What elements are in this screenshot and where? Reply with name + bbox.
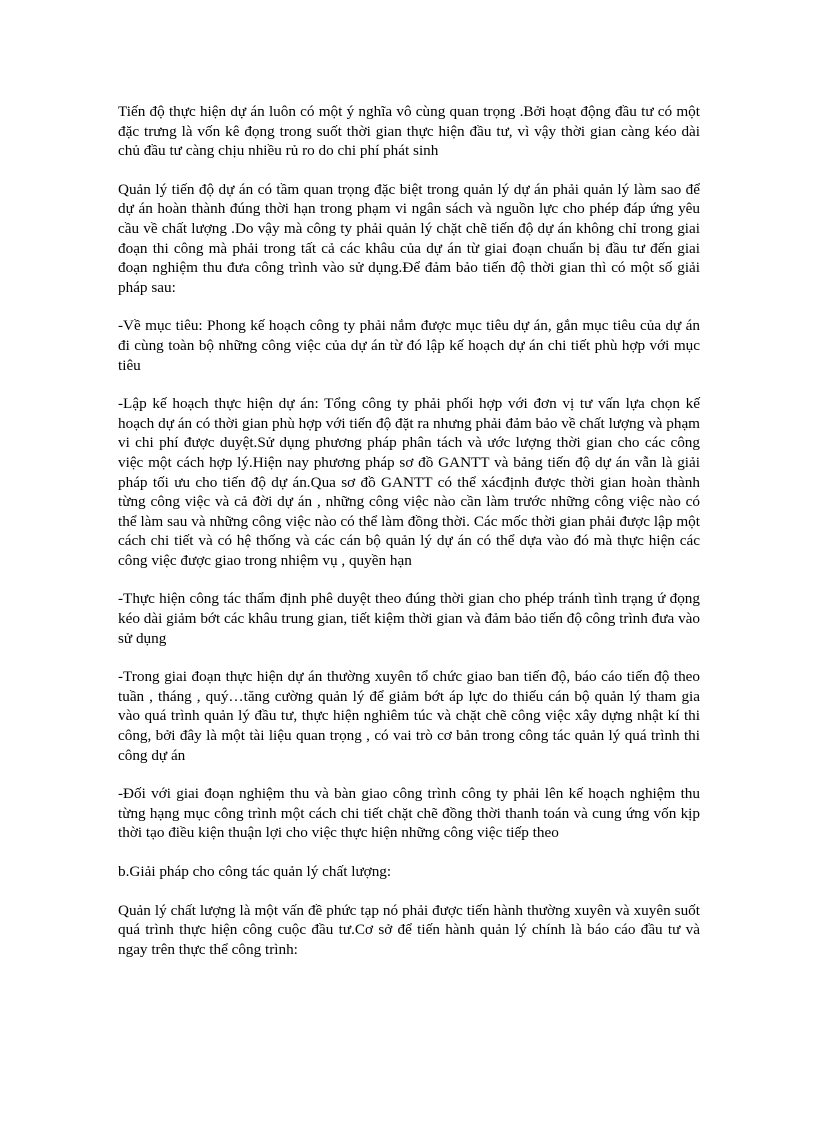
- document-body: [118, 102, 700, 978]
- paragraph-implementation: -Trong giai đoạn thực hiện dự án thường xuyên tổ chức giao ban tiến độ, báo cáo tiến độ theo tuần , tháng , quý…tăng cường quản lý để giảm bớt áp lực do thiếu cán bộ quản lý tham gia vào quá trình quản lý đầu tư, thực hiện nghiêm túc và chặt chẽ công việc xây dựng nhật kí thi công, bởi đây là một tài liệu quan trọng , có vai trò cơ bản trong công tác quản lý quá trình thi công dự án: [118, 668, 700, 764]
- paragraph-acceptance: -Đối với giai đoạn nghiệm thu và bàn giao công trình công ty phải lên kế hoạch nghiệm thu từng hạng mục công trình một cách chi tiết chặt chẽ đồng thời thanh toán và cung ứng vốn kịp thời tạo điều kiện thuận lợi cho việc thực hiện những công việc tiếp theo: [118, 785, 700, 842]
- section-heading-quality: b.Giải pháp cho công tác quản lý chất lượng:: [118, 863, 392, 880]
- paragraph-appraisal: -Thực hiện công tác thẩm định phê duyệt theo đúng thời gian cho phép tránh tình trạng ứ đọng kéo dài giảm bớt các khâu trung gian, tiết kiệm thời gian và đảm bảo tiến độ công trình đưa vào sử dụng: [118, 590, 700, 647]
- paragraph-planning: -Lập kế hoạch thực hiện dự án: Tổng công ty phải phối hợp với đơn vị tư vấn lựa chọn kế hoạch dự án có thời gian phù hợp với tiến độ đặt ra nhưng phải đảm bảo về chất lượng và phạm vi chi phí được duyệt.Sử dụng phương pháp phân tách và ước lượng thời gian cho các công việc một cách hợp lý.Hiện nay phương pháp sơ đồ GANTT và bảng tiến độ dự án vẫn là giải pháp tối ưu cho tiến độ dự án.Qua sơ đồ GANTT có thể xácđịnh được thời gian hoàn thành từng công việc và cả đời dự án , những công việc nào cần làm trước những công việc nào có thể làm sau và những công việc nào có thể làm đồng thời. Các mốc thời gian phải được lập một cách chi tiết và có hệ thống và các cán bộ quản lý dự án có thể dựa vào đó mà thực hiện các công việc được giao trong nhiệm vụ , quyền hạn: [118, 395, 700, 569]
- paragraph-quality-management: Quản lý chất lượng là một vấn đề phức tạp nó phải được tiến hành thường xuyên và xuyên suốt quá trình thực hiện công cuộc đầu tư.Cơ sở để tiến hành quản lý chính là báo cáo đầu tư và ngay trên thực thể công trình:: [118, 901, 700, 958]
- paragraph-progress-importance: Tiến độ thực hiện dự án luôn có một ý nghĩa vô cùng quan trọng .Bởi hoạt động đầu tư có một đặc trưng là vốn kê đọng trong suốt thời gian thực hiện đầu tư, vì vậy thời gian càng kéo dài chủ đầu tư càng chịu nhiều rủ ro do chi phí phát sinh: [118, 103, 700, 160]
- paragraph-progress-management: Quản lý tiến độ dự án có tầm quan trọng đặc biệt trong quản lý dự án phải quản lý làm sao để dự án hoàn thành đúng thời hạn trong phạm vi ngân sách và nguồn lực cho phép đáp ứng yêu cầu về chất lượng .Do vậy mà công ty phải quản lý chặt chẽ tiến độ dự án không chỉ trong giai đoạn thi công mà phải trong tất cả các khâu của dự án từ giai đoạn chuẩn bị đầu tư đến giai đoạn nghiệm thu đưa công trình vào sử dụng.Để đảm bảo tiến độ thời gian thì có một số giải pháp sau:: [118, 180, 700, 296]
- paragraph-objectives: -Về mục tiêu: Phong kế hoạch công ty phải nắm được mục tiêu dự án, gắn mục tiêu của dự án đi cùng toàn bộ những công việc của dự án từ đó lập kế hoạch dự án chi tiết phù hợp với mục tiêu: [118, 317, 700, 374]
